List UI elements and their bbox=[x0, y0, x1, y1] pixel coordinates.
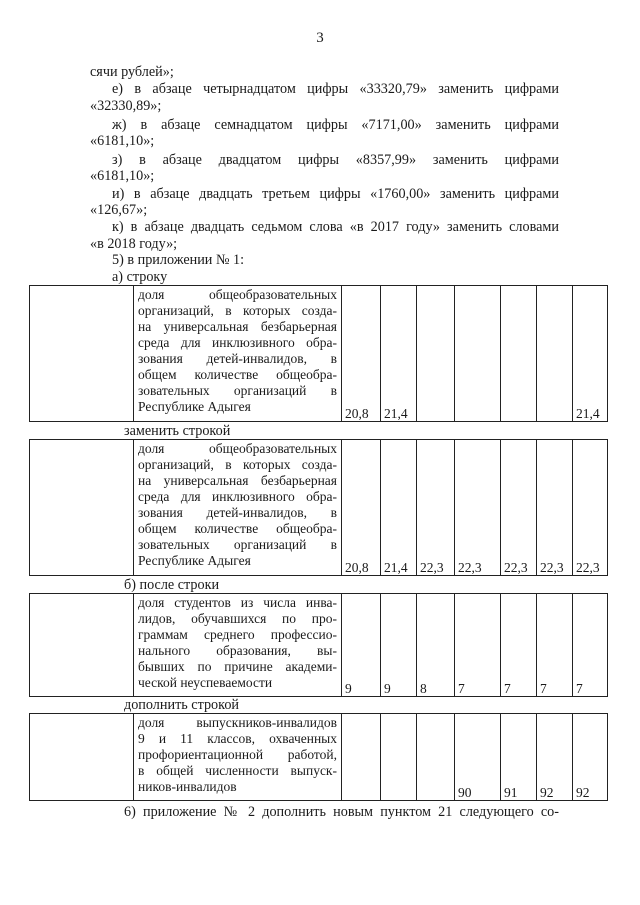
indicator-table-original bbox=[29, 285, 608, 422]
text-line: сячи рублей»; bbox=[90, 64, 174, 80]
text-line: «126,67»; bbox=[90, 202, 148, 218]
number-cell bbox=[30, 594, 134, 697]
indicator-description: доля общеобразовательных организаций, в которых созда- на универсальная безбарьерная среда для инклюзивного обра- зования детей-инвалидов, в общем количестве общеобра- зовательных организаций в Республике Адыгея bbox=[134, 286, 342, 422]
text-line: «6181,10»; bbox=[90, 168, 155, 184]
value-cell: 7 bbox=[501, 594, 537, 697]
number-cell bbox=[30, 440, 134, 576]
text-line: 5) в приложении № 1: bbox=[112, 252, 245, 268]
text-line: е) в абзаце четырнадцатом цифры «33320,79» заменить цифрами bbox=[112, 81, 559, 97]
value-cell: 7 bbox=[455, 594, 501, 697]
value-cell: 9 bbox=[342, 594, 381, 697]
value-cell: 22,3 bbox=[537, 440, 573, 576]
value-cell: 20,8 bbox=[342, 440, 381, 576]
value-cell bbox=[537, 286, 573, 422]
value-cell: 21,4 bbox=[381, 286, 417, 422]
value-cell: 22,3 bbox=[455, 440, 501, 576]
text-line: 6) приложение № 2 дополнить новым пунктом 21 следующего со- bbox=[124, 804, 559, 820]
value-cell bbox=[417, 286, 455, 422]
value-cell: 91 bbox=[501, 714, 537, 801]
value-cell: 20,8 bbox=[342, 286, 381, 422]
value-cell: 7 bbox=[573, 594, 608, 697]
label-add: дополнить строкой bbox=[124, 697, 240, 713]
value-cell bbox=[381, 714, 417, 801]
value-cell: 21,4 bbox=[381, 440, 417, 576]
text-line: ж) в абзаце семнадцатом цифры «7171,00» заменить цифрами bbox=[112, 117, 559, 133]
value-cell: 22,3 bbox=[573, 440, 608, 576]
table-row bbox=[30, 714, 608, 801]
value-cell: 22,3 bbox=[501, 440, 537, 576]
table-row bbox=[30, 286, 608, 422]
value-cell bbox=[342, 714, 381, 801]
indicator-table-reference bbox=[29, 593, 608, 697]
text-line: к) в абзаце двадцать седьмом слова «в 2017 году» заменить словами bbox=[112, 219, 559, 235]
value-cell bbox=[501, 286, 537, 422]
value-cell bbox=[417, 714, 455, 801]
value-cell bbox=[455, 286, 501, 422]
text-line: а) строку bbox=[112, 269, 168, 285]
label-replace: заменить строкой bbox=[124, 423, 231, 439]
number-cell bbox=[30, 714, 134, 801]
text-line: «6181,10»; bbox=[90, 133, 155, 149]
number-cell bbox=[30, 286, 134, 422]
value-cell: 7 bbox=[537, 594, 573, 697]
text-line: «32330,89»; bbox=[90, 98, 162, 114]
indicator-description: доля общеобразовательных организаций, в которых созда- на универсальная безбарьерная среда для инклюзивного обра- зования детей-инвалидов, в общем количестве общеобра- зовательных организаций в Республике Адыгея bbox=[134, 440, 342, 576]
text-line: з) в абзаце двадцатом цифры «8357,99» заменить цифрами bbox=[112, 152, 559, 168]
value-cell: 90 bbox=[455, 714, 501, 801]
indicator-description: доля студентов из числа инва- лидов, обучавшихся по про- граммам среднего профессио- нального образования, вы- бывших по причине академи- ческой неуспеваемости bbox=[134, 594, 342, 697]
value-cell: 22,3 bbox=[417, 440, 455, 576]
value-cell: 92 bbox=[573, 714, 608, 801]
table-row bbox=[30, 440, 608, 576]
value-cell: 92 bbox=[537, 714, 573, 801]
indicator-description: доля выпускников-инвалидов 9 и 11 классов, охваченных профориентационной работой, в общей численности выпуск- ников-инвалидов bbox=[134, 714, 342, 801]
indicator-table-new bbox=[29, 713, 608, 801]
value-cell: 9 bbox=[381, 594, 417, 697]
text-line: «в 2018 году»; bbox=[90, 236, 178, 252]
value-cell: 21,4 bbox=[573, 286, 608, 422]
text-line: и) в абзаце двадцать третьем цифры «1760,00» заменить цифрами bbox=[112, 186, 559, 202]
label-after: б) после строки bbox=[124, 577, 220, 593]
indicator-table-replacement bbox=[29, 439, 608, 576]
value-cell: 8 bbox=[417, 594, 455, 697]
page-number: 3 bbox=[316, 30, 324, 46]
table-row bbox=[30, 594, 608, 697]
